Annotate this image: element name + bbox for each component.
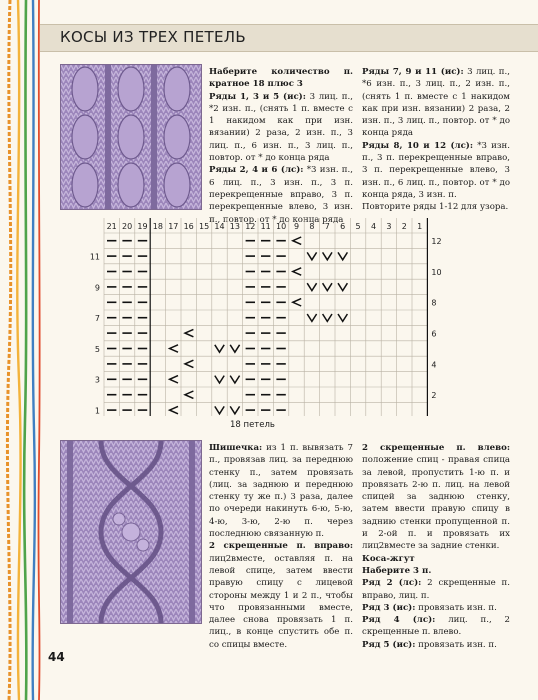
row-number-right: 12 (431, 237, 442, 247)
twist-row-4: Ряд 4 (лс): лиц. п., 2 скрещенные п. влево. (362, 615, 510, 638)
page-title: КОСЫ ИЗ ТРЕХ ПЕТЕЛЬ (60, 28, 246, 46)
repeat-note: Повторите ряды 1-12 для узора. (362, 202, 509, 213)
cable-symbol (185, 360, 193, 367)
instructions-column-4 (362, 442, 510, 651)
rows-8-10-12: Ряды 8, 10 и 12 (лс): *3 изн. п., 3 п. перекрещенные вправо, 3 п. перекрещенные влево, 3 изн. п., 6 лиц. п., повтор. от * до конца ряда, 3 изн. п. (362, 140, 510, 200)
instructions-column-2 (362, 66, 510, 214)
row-number-left: 9 (94, 283, 100, 293)
twist-cast-on: Наберите 3 п. (362, 565, 432, 576)
cable-symbol (185, 329, 193, 336)
column-number: 19 (137, 222, 148, 231)
column-number: 7 (324, 222, 330, 231)
cable-symbol (170, 345, 178, 352)
row-number-right: 8 (431, 298, 437, 308)
cable-symbol (307, 283, 316, 290)
column-number: 13 (229, 222, 240, 231)
row-number-right: 6 (431, 329, 437, 339)
column-number: 16 (183, 222, 194, 231)
column-number: 6 (340, 222, 346, 231)
knitting-sample-photo (60, 64, 202, 210)
cable-symbol (215, 406, 224, 413)
instructions-column-3 (209, 442, 353, 651)
knitting-sample-photo-2 (60, 440, 202, 624)
cable-symbol (215, 376, 224, 383)
rows-1-3-5: Ряды 1, 3 и 5 (ис): 3 лиц. п., *2 изн. п., (снять 1 п. вместе с 1 накидом как при изн. вязании) 2 раза, 2 изн. п., 3 лиц. п., 6 изн. п., 3 лиц. п., повтор. от * до конца ряда (209, 91, 353, 164)
column-number: 8 (309, 222, 315, 231)
column-number: 20 (122, 222, 133, 231)
twist-cable-title: Коса-жгут (362, 553, 415, 564)
cable-symbol (185, 391, 193, 398)
column-number: 21 (106, 222, 117, 231)
row-number-left: 3 (94, 375, 100, 385)
column-number: 11 (260, 222, 271, 231)
rows-2-4-6: Ряды 2, 4 и 6 (лс): *3 изн. п., 6 лиц. п., 3 изн. п., 3 п. перекрещенные вправо, 3 п. перекрещенные влево, 3 изн. п., повтор. от * до конца ряда (209, 165, 353, 225)
row-number-left: 7 (94, 314, 100, 324)
column-number: 10 (276, 222, 287, 231)
cable-symbol (230, 376, 239, 383)
cable-symbol (293, 237, 301, 244)
knitting-chart (86, 218, 490, 416)
cable-symbol (170, 406, 178, 413)
bobble-instruction: Шишечка: из 1 п. вывязать 7 п., провязав лиц. за переднюю стенку п., затем провязать (лиц. за заднюю и переднюю стенку ту же п.) 3 раза, далее по очереди накинуть 6-ю, 5-ю, 4-ю, 3-ю, 2-ю п. через последнюю связанную п. (209, 443, 353, 540)
column-number: 4 (370, 222, 377, 231)
cable-symbol (338, 283, 347, 290)
column-number: 1 (417, 222, 423, 231)
cable-symbol (323, 283, 332, 290)
column-number: 14 (214, 222, 225, 231)
column-number: 12 (245, 222, 256, 231)
cable-symbol (170, 376, 178, 383)
column-number: 17 (168, 222, 179, 231)
cable-symbol (293, 268, 301, 275)
column-number: 2 (401, 222, 407, 231)
section-header (40, 24, 538, 52)
right-cross-instruction: 2 скрещенные п. вправо: лиц2вместе, оставляя п. на левой спице, затем ввести правую спицу с лицевой стороны между 1 и 2 п., чтобы что провязанными вместе, далее снова провязать 1 п. лиц., в конце спустить обе п. со спицы вместе. (209, 541, 353, 650)
row-number-left: 1 (94, 406, 100, 416)
cable-symbol (323, 314, 332, 321)
row-number-right: 10 (431, 267, 442, 277)
column-number: 15 (199, 222, 210, 231)
cable-symbol (293, 299, 301, 306)
column-number: 5 (355, 222, 361, 231)
yarn-decoration (0, 0, 50, 700)
cable-symbol (338, 314, 347, 321)
column-number: 18 (152, 222, 163, 231)
instructions-column-1 (209, 66, 353, 226)
chart-caption: 18 петель (230, 420, 275, 430)
cable-symbol (215, 345, 224, 352)
cable-symbol (338, 252, 347, 259)
twist-row-3: Ряд 3 (ис): провязать изн. п. (362, 602, 497, 613)
cast-on-line: Наберите количество п. кратное 18 плюс 3 (209, 67, 353, 90)
row-number-right: 4 (431, 360, 437, 370)
row-number-right: 2 (431, 391, 437, 401)
row-number-left: 5 (94, 344, 100, 354)
twist-row-2: Ряд 2 (лс): 2 скрещенные п. вправо, лиц. п. (362, 578, 510, 601)
column-number: 9 (293, 222, 300, 231)
column-number: 3 (386, 222, 392, 231)
cable-symbol (307, 314, 316, 321)
row-number-left: 11 (89, 252, 100, 262)
page-number: 44 (48, 650, 65, 664)
rows-7-9-11: Ряды 7, 9 и 11 (ис): 3 лиц. п., *6 изн. п., 3 лиц. п., 2 изн. п., (снять 1 п. вместе с 1 накидом как при изн. вязании) 2 раза, 2 изн. п., 3 лиц. п., повтор. от * до конца ряда (362, 67, 510, 139)
twist-row-5: Ряд 5 (ис): провязать изн. п. (362, 639, 497, 650)
cable-symbol (230, 345, 239, 352)
cable-symbol (323, 252, 332, 259)
left-cross-instruction: 2 скрещенные п. влево: положение спиц - правая спица за левой, пропустить 1-ю п. и провязать 2-ю п. лиц. на левой спицей за заднюю стенку, затем ввести правую спицу в заднию стенки пропущенной п. и 2-ой п. и провязать их лиц2вместе за задние стенки. (362, 443, 510, 552)
cable-symbol (230, 406, 239, 413)
cable-symbol (307, 252, 316, 259)
